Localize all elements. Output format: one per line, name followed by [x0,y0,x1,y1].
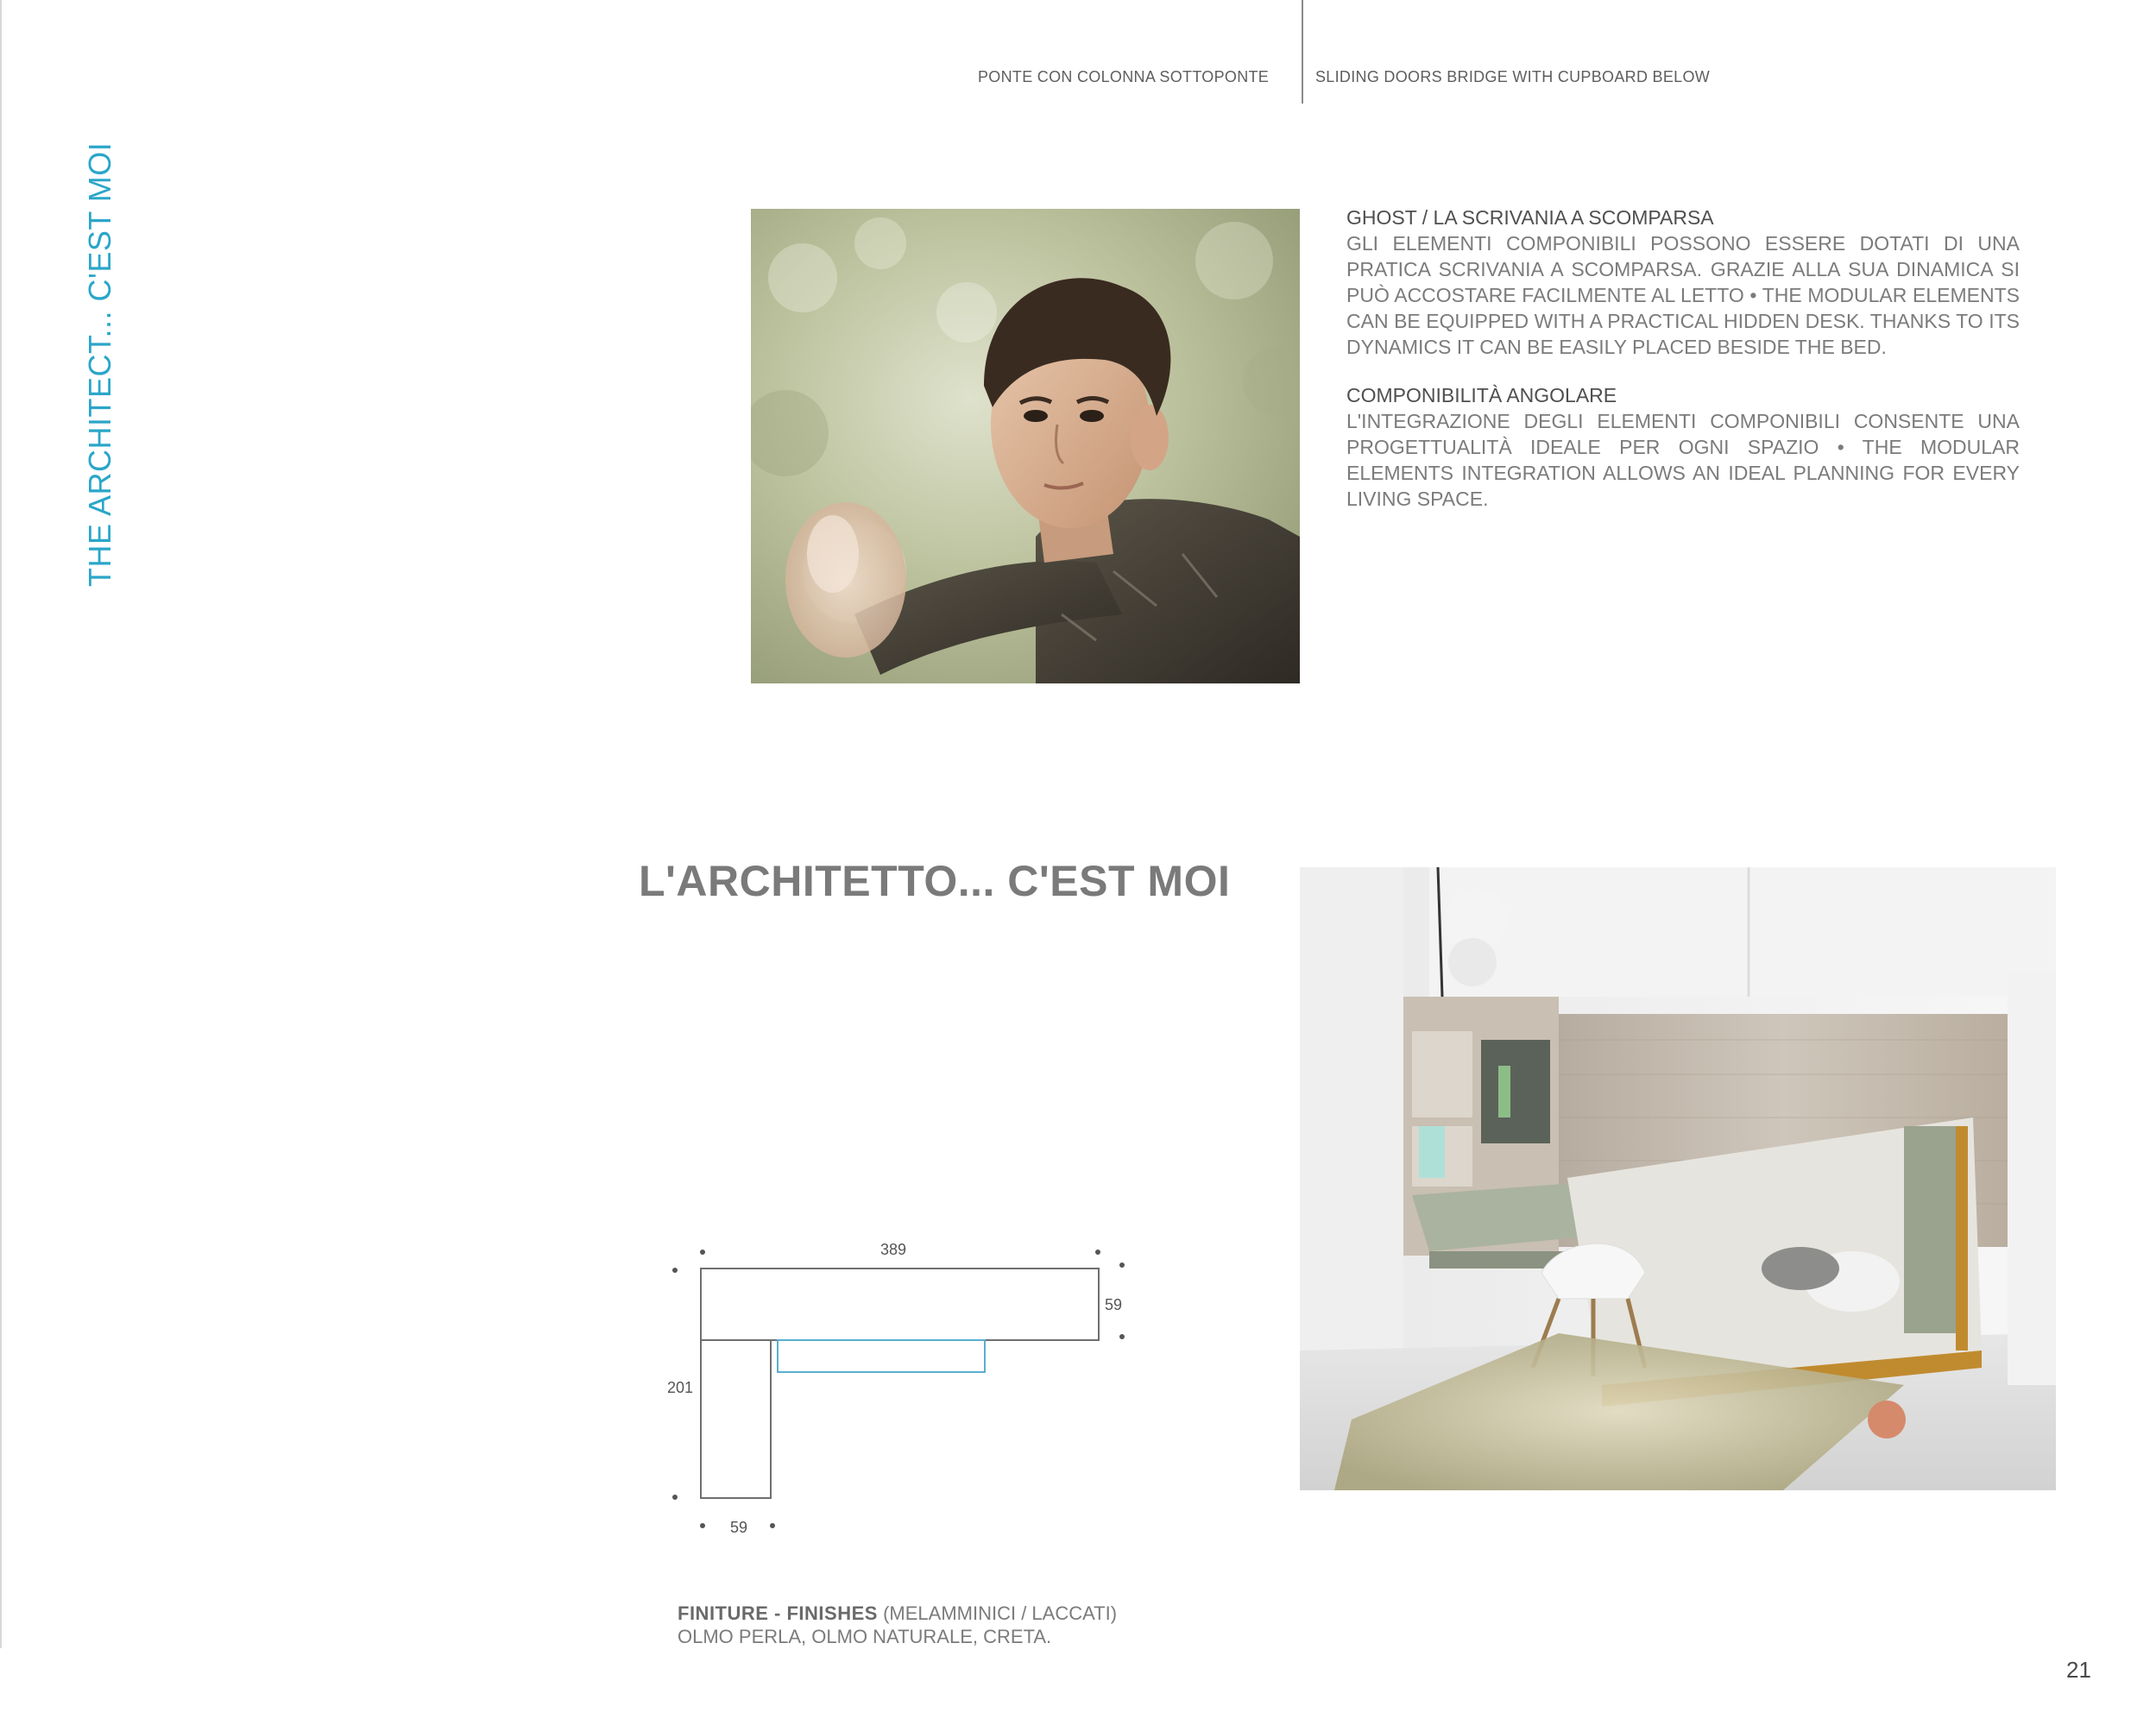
finishes-block [678,1602,1117,1648]
finishes-type: (MELAMMINICI / LACCATI) [883,1602,1118,1624]
finishes-label: FINITURE - FINISHES [678,1602,878,1624]
page-number: 21 [2066,1657,2091,1683]
left-edge-rule [0,0,2,1648]
section-body: GLI ELEMENTI COMPONIBILI POSSONO ESSERE DOTATI DI UNA PRATICA SCRIVANIA A SCOMPARSA. GRAZIE ALLA SUA DINAMICA SI PUÒ ACCOSTARE FACILMENTE AL LETTO • THE MODULAR ELEMENTS CAN BE EQUIPPED WITH A PRACTICAL HIDDEN DESK. THANKS TO ITS DYNAMICS IT CAN BE EASILY PLACED BESIDE THE BED. [1346,232,2020,358]
section-hidden-desk [1346,205,2020,360]
floor-plan [656,1234,1139,1545]
dimension-depth-right: 59 [1104,1296,1123,1313]
section-body: L'INTEGRAZIONE DEGLI ELEMENTI COMPONIBILI CONSENTE UNA PROGETTUALITÀ IDEALE PER OGNI SPAZIO • THE MODULAR ELEMENTS INTEGRATION ALLOWS AN IDEAL PLANNING FOR EVERY LIVING SPACE. [1346,410,2020,510]
boy-photo [751,209,1300,683]
finishes-list: OLMO PERLA, OLMO NATURALE, CRETA. [678,1626,1052,1647]
side-title: THE ARCHITECT... C'EST MOI [82,142,117,587]
bedroom-photo [1300,867,2056,1490]
page-title: L'ARCHITETTO... C'EST MOI [639,857,1231,905]
dimension-depth-bottom: 59 [729,1519,748,1536]
dimension-width: 389 [879,1241,907,1258]
section-heading: GHOST / LA SCRIVANIA A SCOMPARSA [1346,206,1714,229]
dimension-length-left: 201 [666,1379,694,1396]
header-right-text: SLIDING DOORS BRIDGE WITH CUPBOARD BELOW [1315,68,1711,85]
header-left-text: PONTE CON COLONNA SOTTOPONTE [978,68,1270,85]
section-corner-modularity [1346,382,2020,512]
section-heading: COMPONIBILITÀ ANGOLARE [1346,384,1617,406]
header-divider [1302,0,1303,104]
